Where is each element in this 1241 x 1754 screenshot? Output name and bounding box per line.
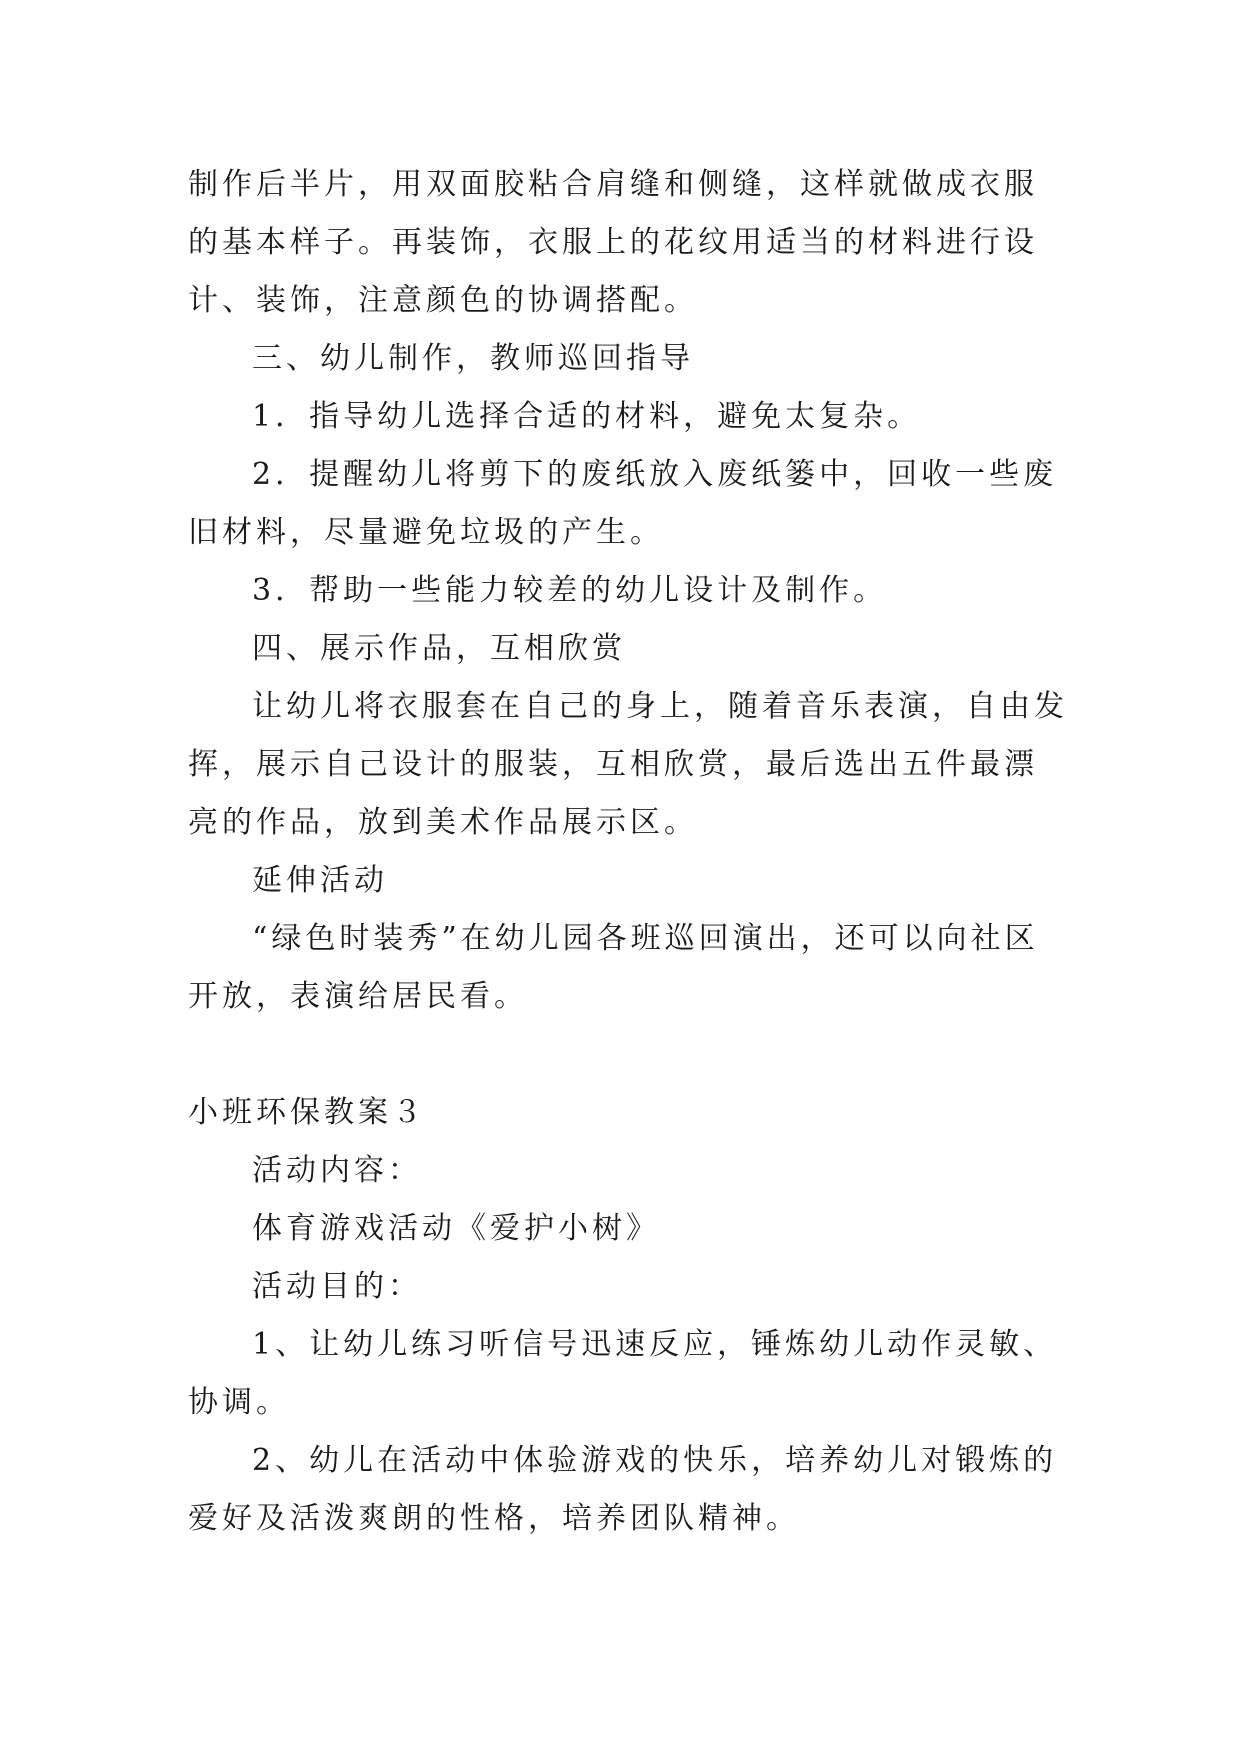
goal-item: 2、幼儿在活动中体验游戏的快乐，培养幼儿对锻炼的爱好及活泼爽朗的性格，培养团队精神。 (188, 1443, 1058, 1536)
section-heading-extension: 延伸活动 (252, 863, 388, 898)
activity-name: 体育游戏活动《爱护小树》 (252, 1211, 660, 1246)
goal-item: 1、让幼儿练习听信号迅速反应，锤炼幼儿动作灵敏、协调。 (188, 1327, 1058, 1420)
section-heading-4: 四、展示作品，互相欣赏 (252, 631, 626, 666)
paragraph-continued: 制作后半片，用双面胶粘合肩缝和侧缝，这样就做成衣服的基本样子。再装饰，衣服上的花纹用适当的材料进行设计、装饰，注意颜色的协调搭配。 (188, 167, 1038, 318)
field-label-goals: 活动目的： (252, 1269, 422, 1304)
list-item: 3．帮助一些能力较差的幼儿设计及制作。 (252, 573, 888, 608)
paragraph: 让幼儿将衣服套在自己的身上，随着音乐表演，自由发挥，展示自己设计的服装，互相欣赏，最后选出五件最漂亮的作品，放到美术作品展示区。 (188, 689, 1068, 840)
paragraph: “绿色时装秀”在幼儿园各班巡回演出，还可以向社区开放，表演给居民看。 (188, 921, 1039, 1014)
section-heading-3: 三、幼儿制作，教师巡回指导 (252, 341, 694, 376)
field-label-content: 活动内容： (252, 1153, 422, 1188)
lesson-plan-title: 小班环保教案３ (188, 1095, 426, 1130)
document-body (188, 156, 1068, 1548)
list-item: 2．提醒幼儿将剪下的废纸放入废纸篓中，回收一些废旧材料，尽量避免垃圾的产生。 (188, 457, 1058, 550)
list-item: 1．指导幼儿选择合适的材料，避免太复杂。 (252, 399, 922, 434)
